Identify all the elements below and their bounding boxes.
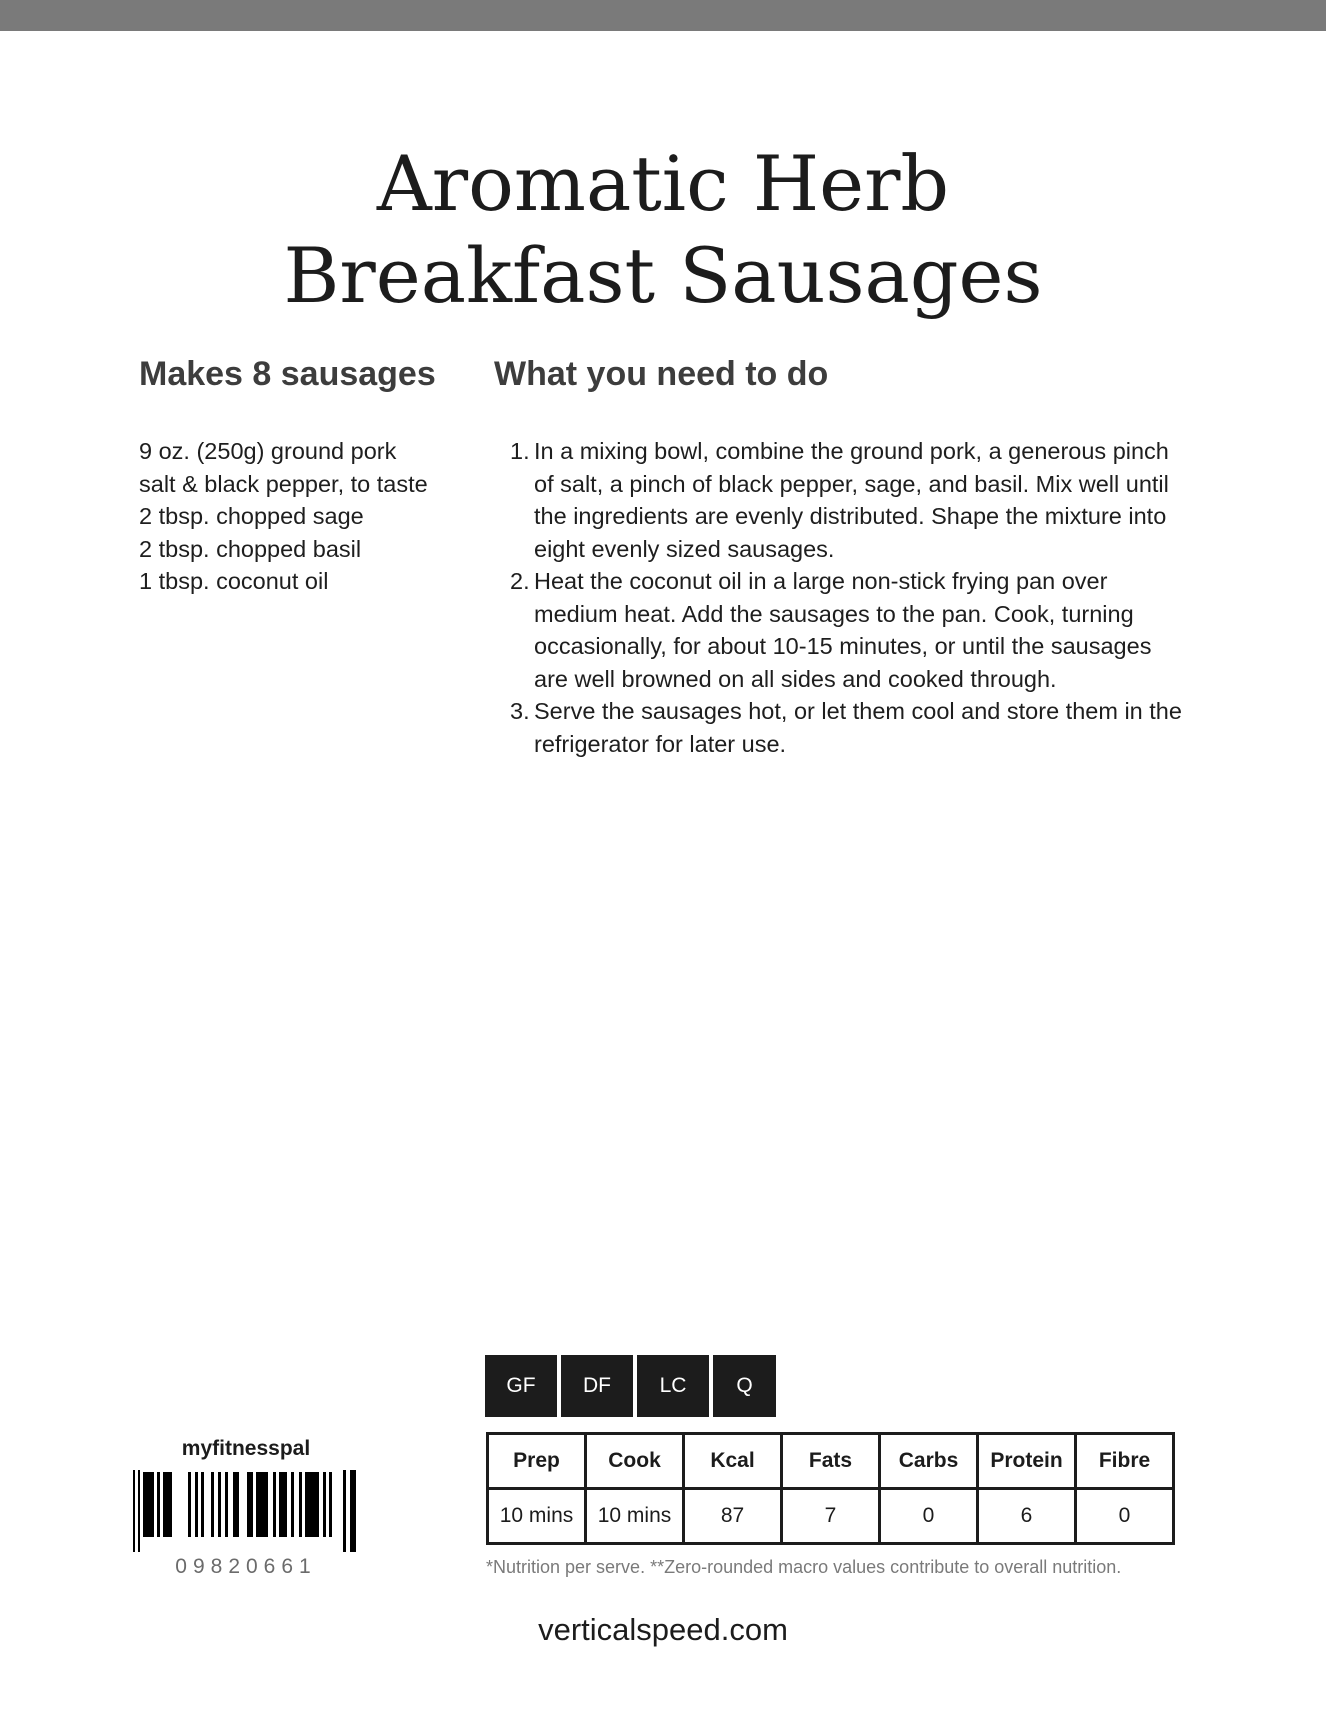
ingredient-item: 1 tbsp. coconut oil (139, 568, 329, 594)
nutrition-value: 10 mins (488, 1489, 586, 1544)
method-step (510, 565, 1190, 695)
nutrition-value-row (488, 1489, 1174, 1544)
ingredient-item: 9 oz. (250g) ground pork (139, 438, 397, 464)
method-step (510, 695, 1190, 760)
recipe-title-line-2: Breakfast Sausages (283, 231, 1043, 320)
ingredients-list (139, 435, 428, 598)
nutrition-header: Prep (488, 1434, 586, 1489)
nutrition-value: 0 (1076, 1489, 1174, 1544)
diet-tag-quick: Q (713, 1355, 776, 1417)
nutrition-header: Cook (586, 1434, 684, 1489)
top-bar (0, 0, 1326, 31)
nutrition-value: 0 (880, 1489, 978, 1544)
step-number: 2. (510, 568, 530, 594)
step-text: Serve the sausages hot, or let them cool and store them in the refrigerator for later use. (534, 698, 1182, 757)
nutrition-header: Fats (782, 1434, 880, 1489)
method-steps (510, 435, 1190, 760)
ingredients-heading: Makes 8 sausages (139, 355, 436, 393)
nutrition-value: 7 (782, 1489, 880, 1544)
diet-tag-dairy-free: DF (561, 1355, 633, 1417)
recipe-title-line-1: Aromatic Herb (376, 139, 950, 228)
diet-tag-gluten-free: GF (485, 1355, 557, 1417)
ingredient-item: 2 tbsp. chopped sage (139, 503, 364, 529)
barcode-number: 09820661 (175, 1555, 317, 1578)
diet-tags (485, 1355, 776, 1417)
step-number: 3. (510, 698, 530, 724)
nutrition-header-row (488, 1434, 1174, 1489)
nutrition-footnote: *Nutrition per serve. **Zero-rounded macro values contribute to overall nutrition. (486, 1557, 1122, 1577)
recipe-title (0, 138, 1326, 322)
barcode-icon (133, 1470, 359, 1552)
ingredient-item: salt & black pepper, to taste (139, 470, 428, 497)
diet-tag-low-carb: LC (637, 1355, 709, 1417)
ingredient-item: 2 tbsp. chopped basil (139, 535, 362, 562)
nutrition-header: Fibre (1076, 1434, 1174, 1489)
website-link[interactable]: verticalspeed.com (538, 1612, 788, 1647)
nutrition-value: 10 mins (586, 1489, 684, 1544)
step-text: In a mixing bowl, combine the ground pork, a generous pinch of salt, a pinch of black pepper, sage, and basil. Mix well until the ingredients are evenly distributed. Shape the mixture into eight evenly sized sausages. (534, 438, 1169, 562)
step-number: 1. (510, 438, 530, 464)
nutrition-header: Protein (978, 1434, 1076, 1489)
method-step (510, 435, 1190, 565)
method-heading: What you need to do (494, 355, 829, 393)
barcode-label: myfitnesspal (181, 1437, 311, 1460)
nutrition-value: 6 (978, 1489, 1076, 1544)
nutrition-header: Kcal (684, 1434, 782, 1489)
nutrition-header: Carbs (880, 1434, 978, 1489)
nutrition-value: 87 (684, 1489, 782, 1544)
nutrition-table (486, 1432, 1175, 1545)
step-text: Heat the coconut oil in a large non-stick frying pan over medium heat. Add the sausages to the pan. Cook, turning occasionally, for about 10-15 minutes, or until the sausages are well browned on all sides and cooked through. (534, 568, 1152, 692)
